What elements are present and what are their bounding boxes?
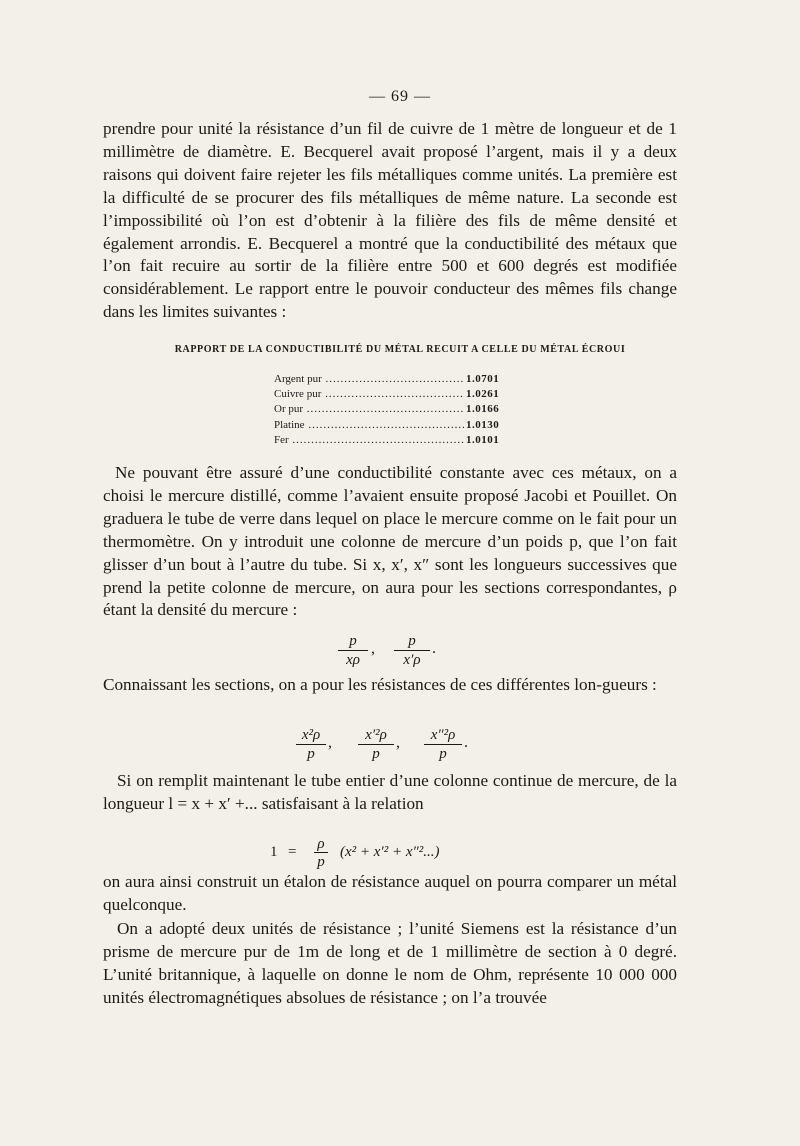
table-row bbox=[274, 402, 514, 417]
fraction-numerator: x″²ρ bbox=[424, 726, 462, 745]
resistance-fraction-1 bbox=[296, 726, 326, 763]
table-metal: Argent pur ..... bbox=[274, 372, 464, 387]
table-value: 1.0101 bbox=[466, 433, 500, 446]
table-title: RAPPORT DE LA CONDUCTIBILITÉ DU MÉTAL RECUIT A CELLE DU MÉTAL ÉCROUI bbox=[174, 344, 626, 355]
table-row bbox=[274, 433, 514, 448]
conductivity-table bbox=[274, 372, 514, 448]
fraction-numerator: p bbox=[338, 632, 368, 651]
table-value: 1.0130 bbox=[466, 418, 500, 431]
page-number: — 69 — bbox=[369, 88, 431, 105]
table-metal: Or pur ..... bbox=[274, 402, 464, 417]
formula-separator: , bbox=[328, 734, 332, 751]
formula-separator: , bbox=[396, 734, 400, 751]
fraction-numerator: x²ρ bbox=[296, 726, 326, 745]
fraction-denominator: p bbox=[372, 746, 380, 762]
paragraph-5: on aura ainsi construit un étalon de résistance auquel on pourra comparer un métal quelconque. bbox=[103, 872, 677, 914]
fraction-denominator: xρ bbox=[346, 652, 360, 668]
resistance-fraction-3 bbox=[424, 726, 462, 763]
resistance-fraction-2 bbox=[358, 726, 394, 763]
fraction-numerator: p bbox=[394, 632, 430, 651]
formula-body: (x² + x′² + x″²...) bbox=[340, 844, 440, 860]
table-row bbox=[274, 372, 514, 387]
relation-formula bbox=[270, 836, 550, 876]
formula-separator: . bbox=[432, 640, 436, 657]
table-row bbox=[274, 418, 514, 433]
paragraph-2: Ne pouvant être assuré d’une conductibilité constante avec ces métaux, on a choisi le mercure distillé, comme l’avaient ensuite proposé Jacobi et Pouillet. On graduera le tube de verre dans lequel on place le mercure comme on le fait pour un thermomètre. On y introduit une colonne de mercure d’un poids p, que l’on fait glisser d’un bout à l’autre du tube. Si x, x′, x″ sont les longueurs successives que prend la petite colonne de mercure, on aura pour les sections correspondantes, ρ étant la densité du mercure : bbox=[103, 463, 677, 620]
fraction-numerator: ρ bbox=[314, 836, 328, 853]
table-metal: Cuivre pur ..... bbox=[274, 387, 464, 402]
section-fraction-2 bbox=[394, 632, 430, 669]
table-metal: Fer ..... bbox=[274, 433, 464, 448]
formula-separator: , bbox=[371, 640, 375, 657]
formula-one: 1 bbox=[270, 844, 278, 860]
fraction-numerator: x′²ρ bbox=[358, 726, 394, 745]
paragraph-4: Si on remplit maintenant le tube entier d’une colonne continue de mercure, de la longueur l = x + x′ +... satisfaisant à la relation bbox=[103, 771, 677, 813]
fraction-denominator: p bbox=[317, 854, 325, 870]
table-row bbox=[274, 387, 514, 402]
rho-fraction bbox=[314, 836, 328, 871]
paragraph-1: prendre pour unité la résistance d’un fil de cuivre de 1 mètre de longueur et de 1 millimètre de diamètre. E. Becquerel avait proposé l’argent, mais il y a deux raisons qui doivent faire rejeter les fils métalliques comme unités. La première est la difficulté de se procurer des fils métalliques de même nature. La seconde est l’impossibilité où l’on est d’obtenir à la filière des fils de même densité et également arrondis. E. Becquerel a montré que la conductibilité des métaux que l’on fait recuire au sortir de la filière entre 500 et 600 degrés est modifiée considérablement. Le rapport entre le pouvoir conducteur des mêmes fils change dans les limites suivantes : bbox=[103, 119, 677, 322]
paragraph-3: Connaissant les sections, on a pour les résistances de ces différentes lon-gueurs : bbox=[103, 675, 657, 694]
table-value: 1.0701 bbox=[466, 373, 500, 385]
paragraph-6: On a adopté deux unités de résistance ; l’unité Siemens est la résistance d’un prisme de mercure pur de 1m de long et de 1 millimètre de section à 0 degré. L’unité britannique, à laquelle on donne le nom de Ohm, représente 10 000 000 unités électromagnétiques absolues de résistance ; on l’a trouvée bbox=[103, 919, 677, 1007]
table-value: 1.0261 bbox=[466, 388, 500, 401]
table-metal: Platine ..... bbox=[274, 418, 464, 433]
fraction-denominator: x′ρ bbox=[403, 652, 421, 668]
fraction-denominator: p bbox=[307, 746, 315, 762]
formula-equals: = bbox=[288, 844, 297, 860]
section-fraction-1 bbox=[338, 632, 368, 669]
fraction-denominator: p bbox=[439, 746, 447, 762]
formula-separator: . bbox=[464, 734, 468, 751]
table-value: 1.0166 bbox=[466, 403, 500, 416]
